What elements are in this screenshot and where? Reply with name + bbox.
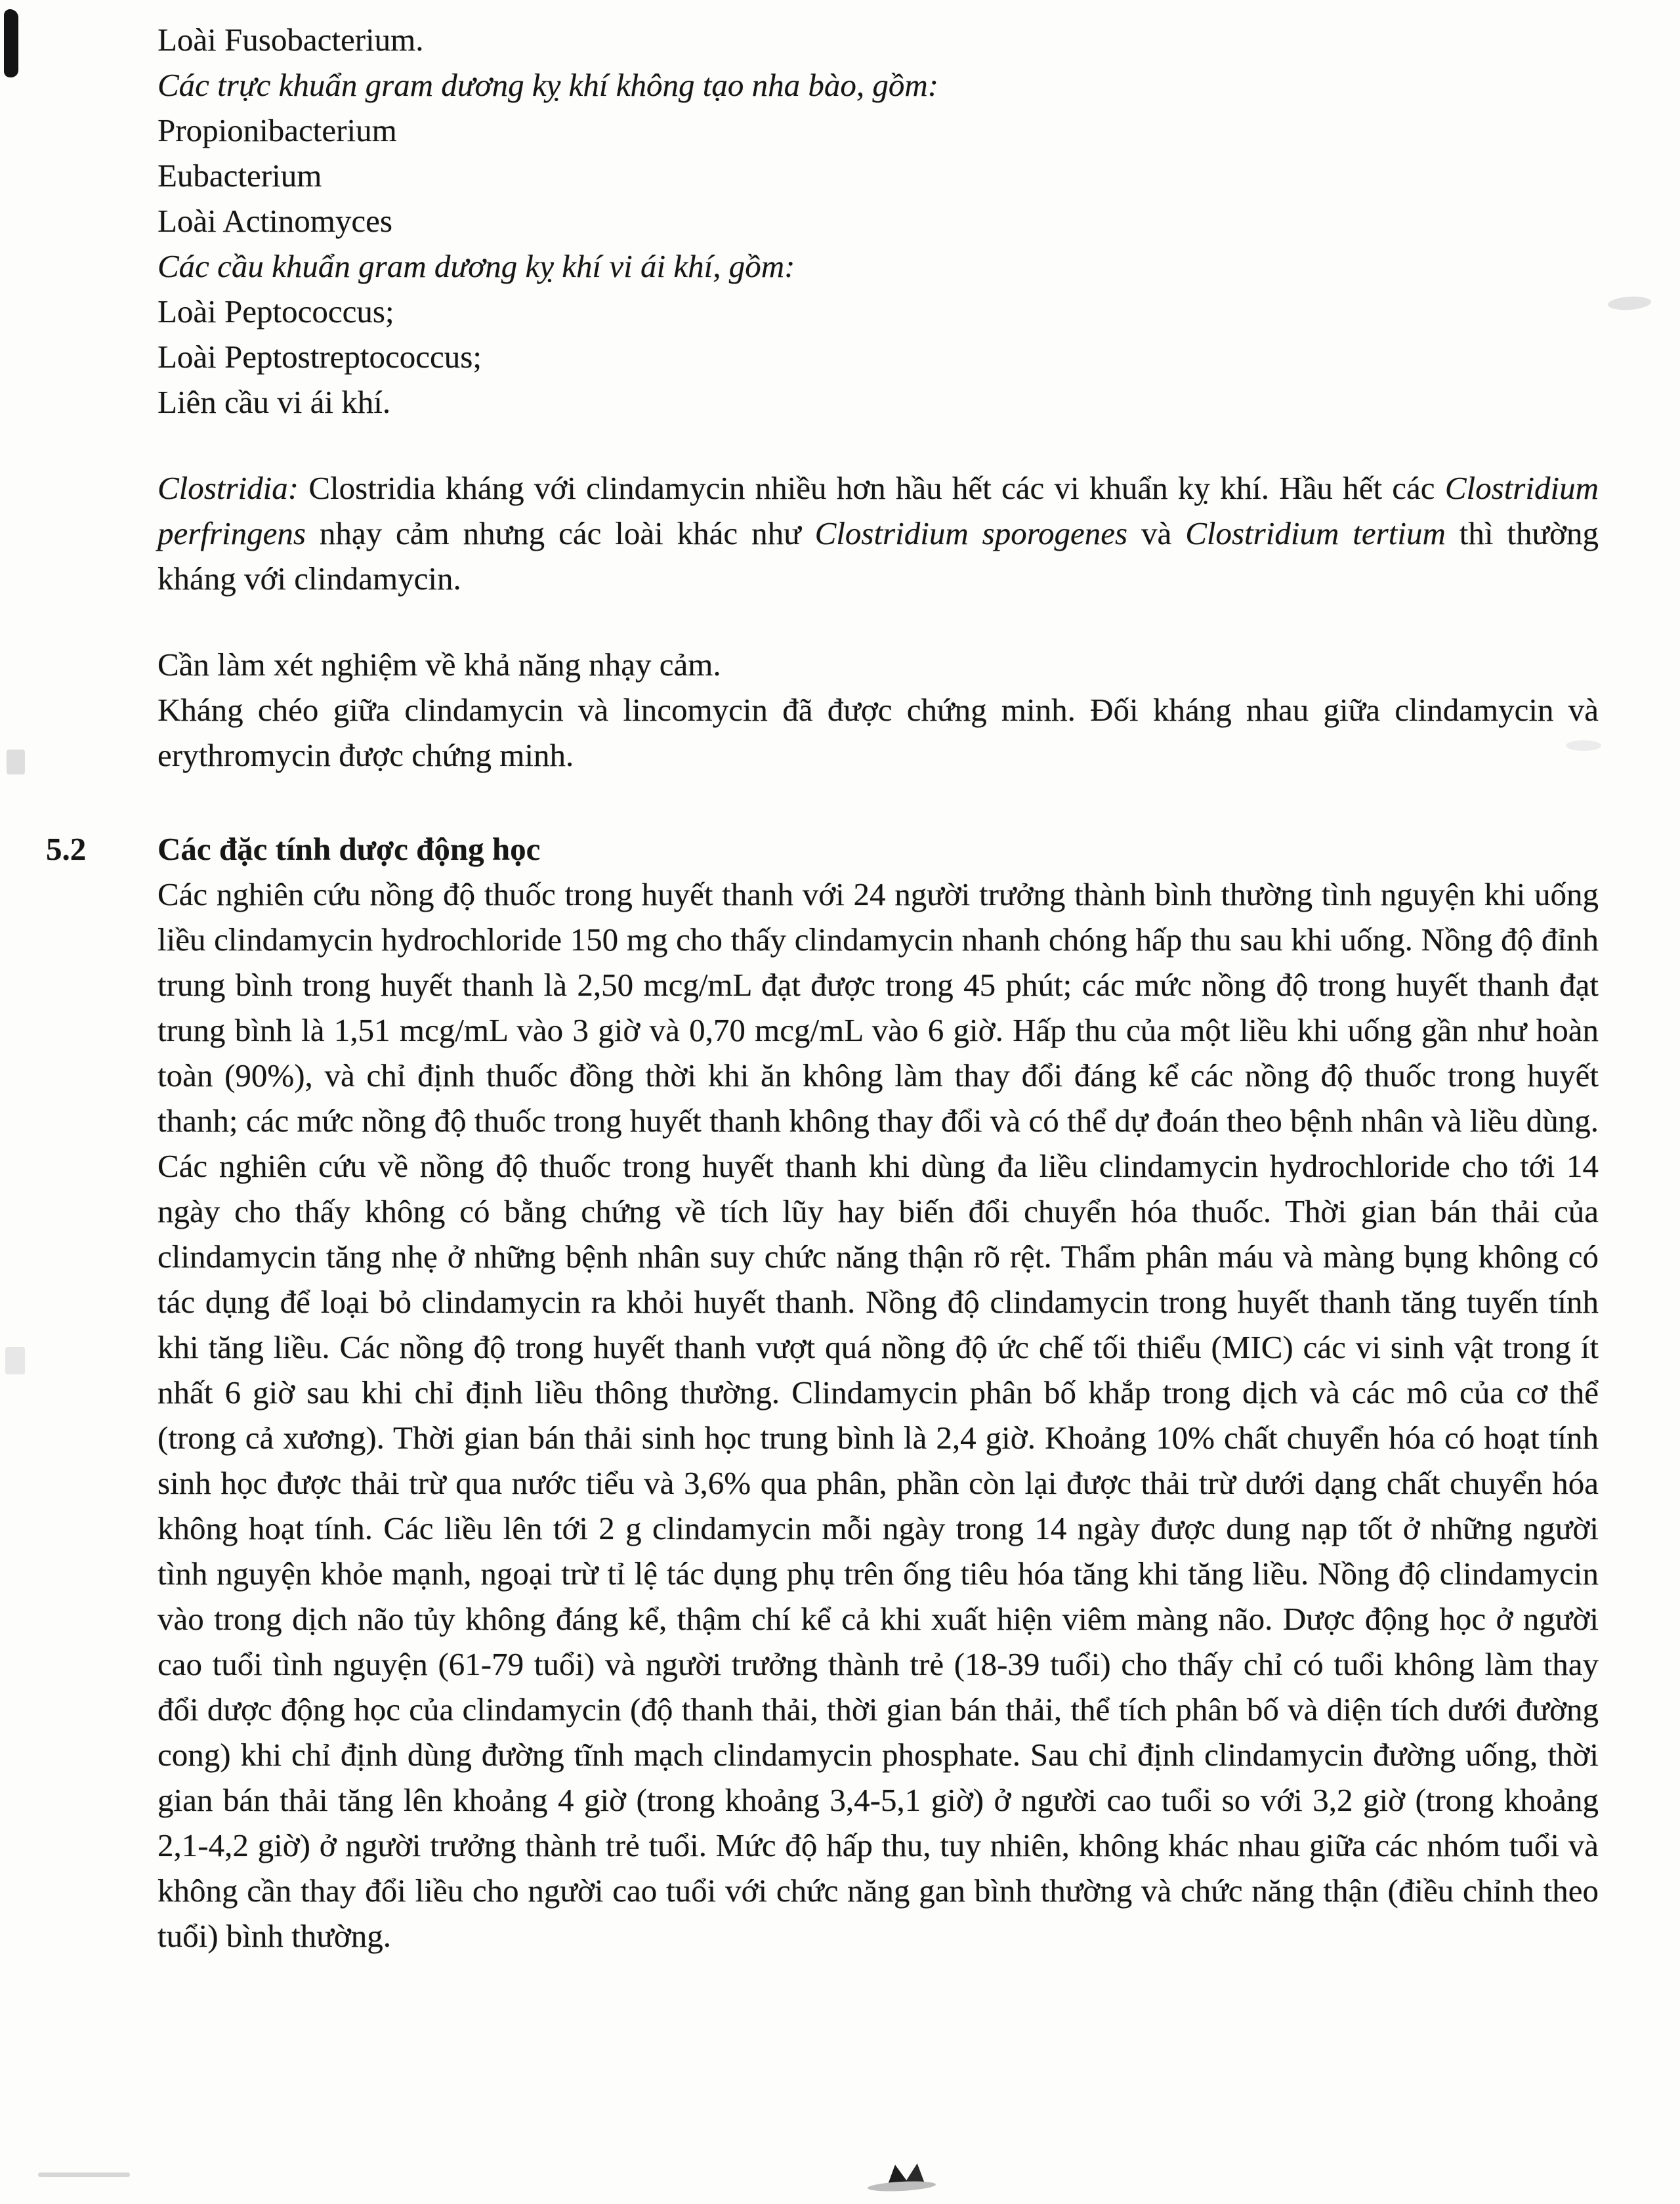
susceptibility-paragraph	[158, 642, 1599, 778]
organism-list-item: Loài Actinomyces	[158, 203, 392, 239]
clostridia-text: nhạy cảm nhưng các loài khác như	[305, 515, 815, 551]
organism-list-item: Các cầu khuẩn gram dương kỵ khí vi ái khí, gồm:	[158, 248, 795, 284]
species-name: Clostridium tertium	[1185, 515, 1446, 551]
species-name: Clostridium sporogenes	[814, 515, 1128, 551]
section-title: Các đặc tính dược động học	[158, 831, 541, 867]
organism-list-item: Loài Fusobacterium.	[158, 22, 424, 58]
susceptibility-line: Cần làm xét nghiệm về khả năng nhạy cảm.	[158, 646, 721, 683]
susceptibility-line: Kháng chéo giữa clindamycin và lincomycin đã được chứng minh. Đối kháng nhau giữa clindamycin và erythromycin được chứng minh.	[158, 692, 1599, 773]
section-heading	[46, 826, 1599, 872]
organism-list-item: Loài Peptostreptococcus;	[158, 339, 482, 375]
ink-smudge-shape	[868, 2180, 936, 2192]
scan-mark-left-2	[5, 1347, 25, 1374]
species-name: Clostridium perfringens	[158, 470, 1599, 551]
organism-list-item: Eubacterium	[158, 158, 322, 194]
clostridia-label: Clostridia:	[158, 470, 299, 506]
ink-smudge-shape	[904, 2162, 927, 2185]
organism-list-item: Loài Peptococcus;	[158, 293, 394, 329]
scan-mark-top-left	[4, 9, 18, 77]
page-content	[46, 17, 1599, 1959]
scan-mark-right-1	[1607, 295, 1651, 312]
ink-smudge	[868, 2162, 940, 2196]
organism-list-item: Liên cầu vi ái khí.	[158, 384, 391, 420]
organism-list-item: Các trực khuẩn gram dương kỵ khí không tạo nha bào, gồm:	[158, 67, 939, 103]
organism-list-item: Propionibacterium	[158, 112, 397, 148]
clostridia-text: thì thường kháng với clindamycin.	[158, 515, 1599, 597]
clostridia-text: và	[1127, 515, 1186, 551]
scan-dash-bottom-left	[38, 2172, 130, 2177]
clostridia-text: Clostridia kháng với clindamycin nhiều hơn hầu hết các vi khuẩn kỵ khí. Hầu hết các	[299, 470, 1445, 506]
ink-smudge-shape	[885, 2163, 908, 2186]
clostridia-paragraph	[158, 465, 1599, 601]
scan-mark-left-1	[7, 750, 25, 774]
organism-list	[158, 17, 1599, 425]
pharmacokinetics-paragraph: Các nghiên cứu nồng độ thuốc trong huyết thanh với 24 người trưởng thành bình thường tình nguyện khi uống liều clindamycin hydrochloride 150 mg cho thấy clindamycin nhanh chóng hấp thu sau khi uống. Nồng độ đỉnh trung bình trong huyết thanh là 2,50 mcg/mL đạt được trong 45 phút; các mức nồng độ trong huyết thanh đạt trung bình là 1,51 mcg/mL vào 3 giờ và 0,70 mcg/mL vào 6 giờ. Hấp thu của một liều khi uống gần như hoàn toàn (90%), và chỉ định thuốc đồng thời khi ăn không làm thay đổi đáng kể các nồng độ thuốc trong huyết thanh; các mức nồng độ thuốc trong huyết thanh không thay đổi và có thể dự đoán theo bệnh nhân và liều dùng. Các nghiên cứu về nồng độ thuốc trong huyết thanh khi dùng đa liều clindamycin hydrochloride cho tới 14 ngày cho thấy không có bằng chứng về tích lũy hay biến đổi chuyển hóa thuốc. Thời gian bán thải của clindamycin tăng nhẹ ở những bệnh nhân suy chức năng thận rõ rệt. Thẩm phân máu và màng bụng không có tác dụng để loại bỏ clindamycin ra khỏi huyết thanh. Nồng độ clindamycin trong huyết thanh tăng tuyến tính khi tăng liều. Các nồng độ trong huyết thanh vượt quá nồng độ ức chế tối thiểu (MIC) các vi sinh vật trong ít nhất 6 giờ sau khi chỉ định liều thông thường. Clindamycin phân bố khắp trong dịch và các mô của cơ thể (trong cả xương). Thời gian bán thải sinh học trung bình là 2,4 giờ. Khoảng 10% chất chuyển hóa có hoạt tính sinh học được thải trừ qua nước tiểu và 3,6% qua phân, phần còn lại được thải trừ dưới dạng chất chuyển hóa không hoạt tính. Các liều lên tới 2 g clindamycin mỗi ngày trong 14 ngày được dung nạp tốt ở những người tình nguyện khỏe mạnh, ngoại trừ tỉ lệ tác dụng phụ trên ống tiêu hóa tăng khi tăng liều. Nồng độ clindamycin vào trong dịch não tủy không đáng kể, thậm chí kể cả khi xuất hiện viêm màng não. Dược động học ở người cao tuổi tình nguyện (61-79 tuổi) và người trưởng thành trẻ (18-39 tuổi) cho thấy chỉ có tuổi không làm thay đổi dược động học của clindamycin (độ thanh thải, thời gian bán thải, thể tích phân bố và diện tích dưới đường cong) khi chỉ định dùng đường tĩnh mạch clindamycin phosphate. Sau chỉ định clindamycin đường uống, thời gian bán thải tăng lên khoảng 4 giờ (trong khoảng 3,4-5,1 giờ) ở người cao tuổi so với 3,2 giờ (trong khoảng 2,1-4,2 giờ) ở người trưởng thành trẻ tuổi. Mức độ hấp thu, tuy nhiên, không khác nhau giữa các nhóm tuổi và không cần thay đổi liều cho người cao tuổi với chức năng gan bình thường và chức năng thận (điều chỉnh theo tuổi) bình thường.	[158, 876, 1599, 1954]
section-number: 5.2	[46, 831, 87, 867]
